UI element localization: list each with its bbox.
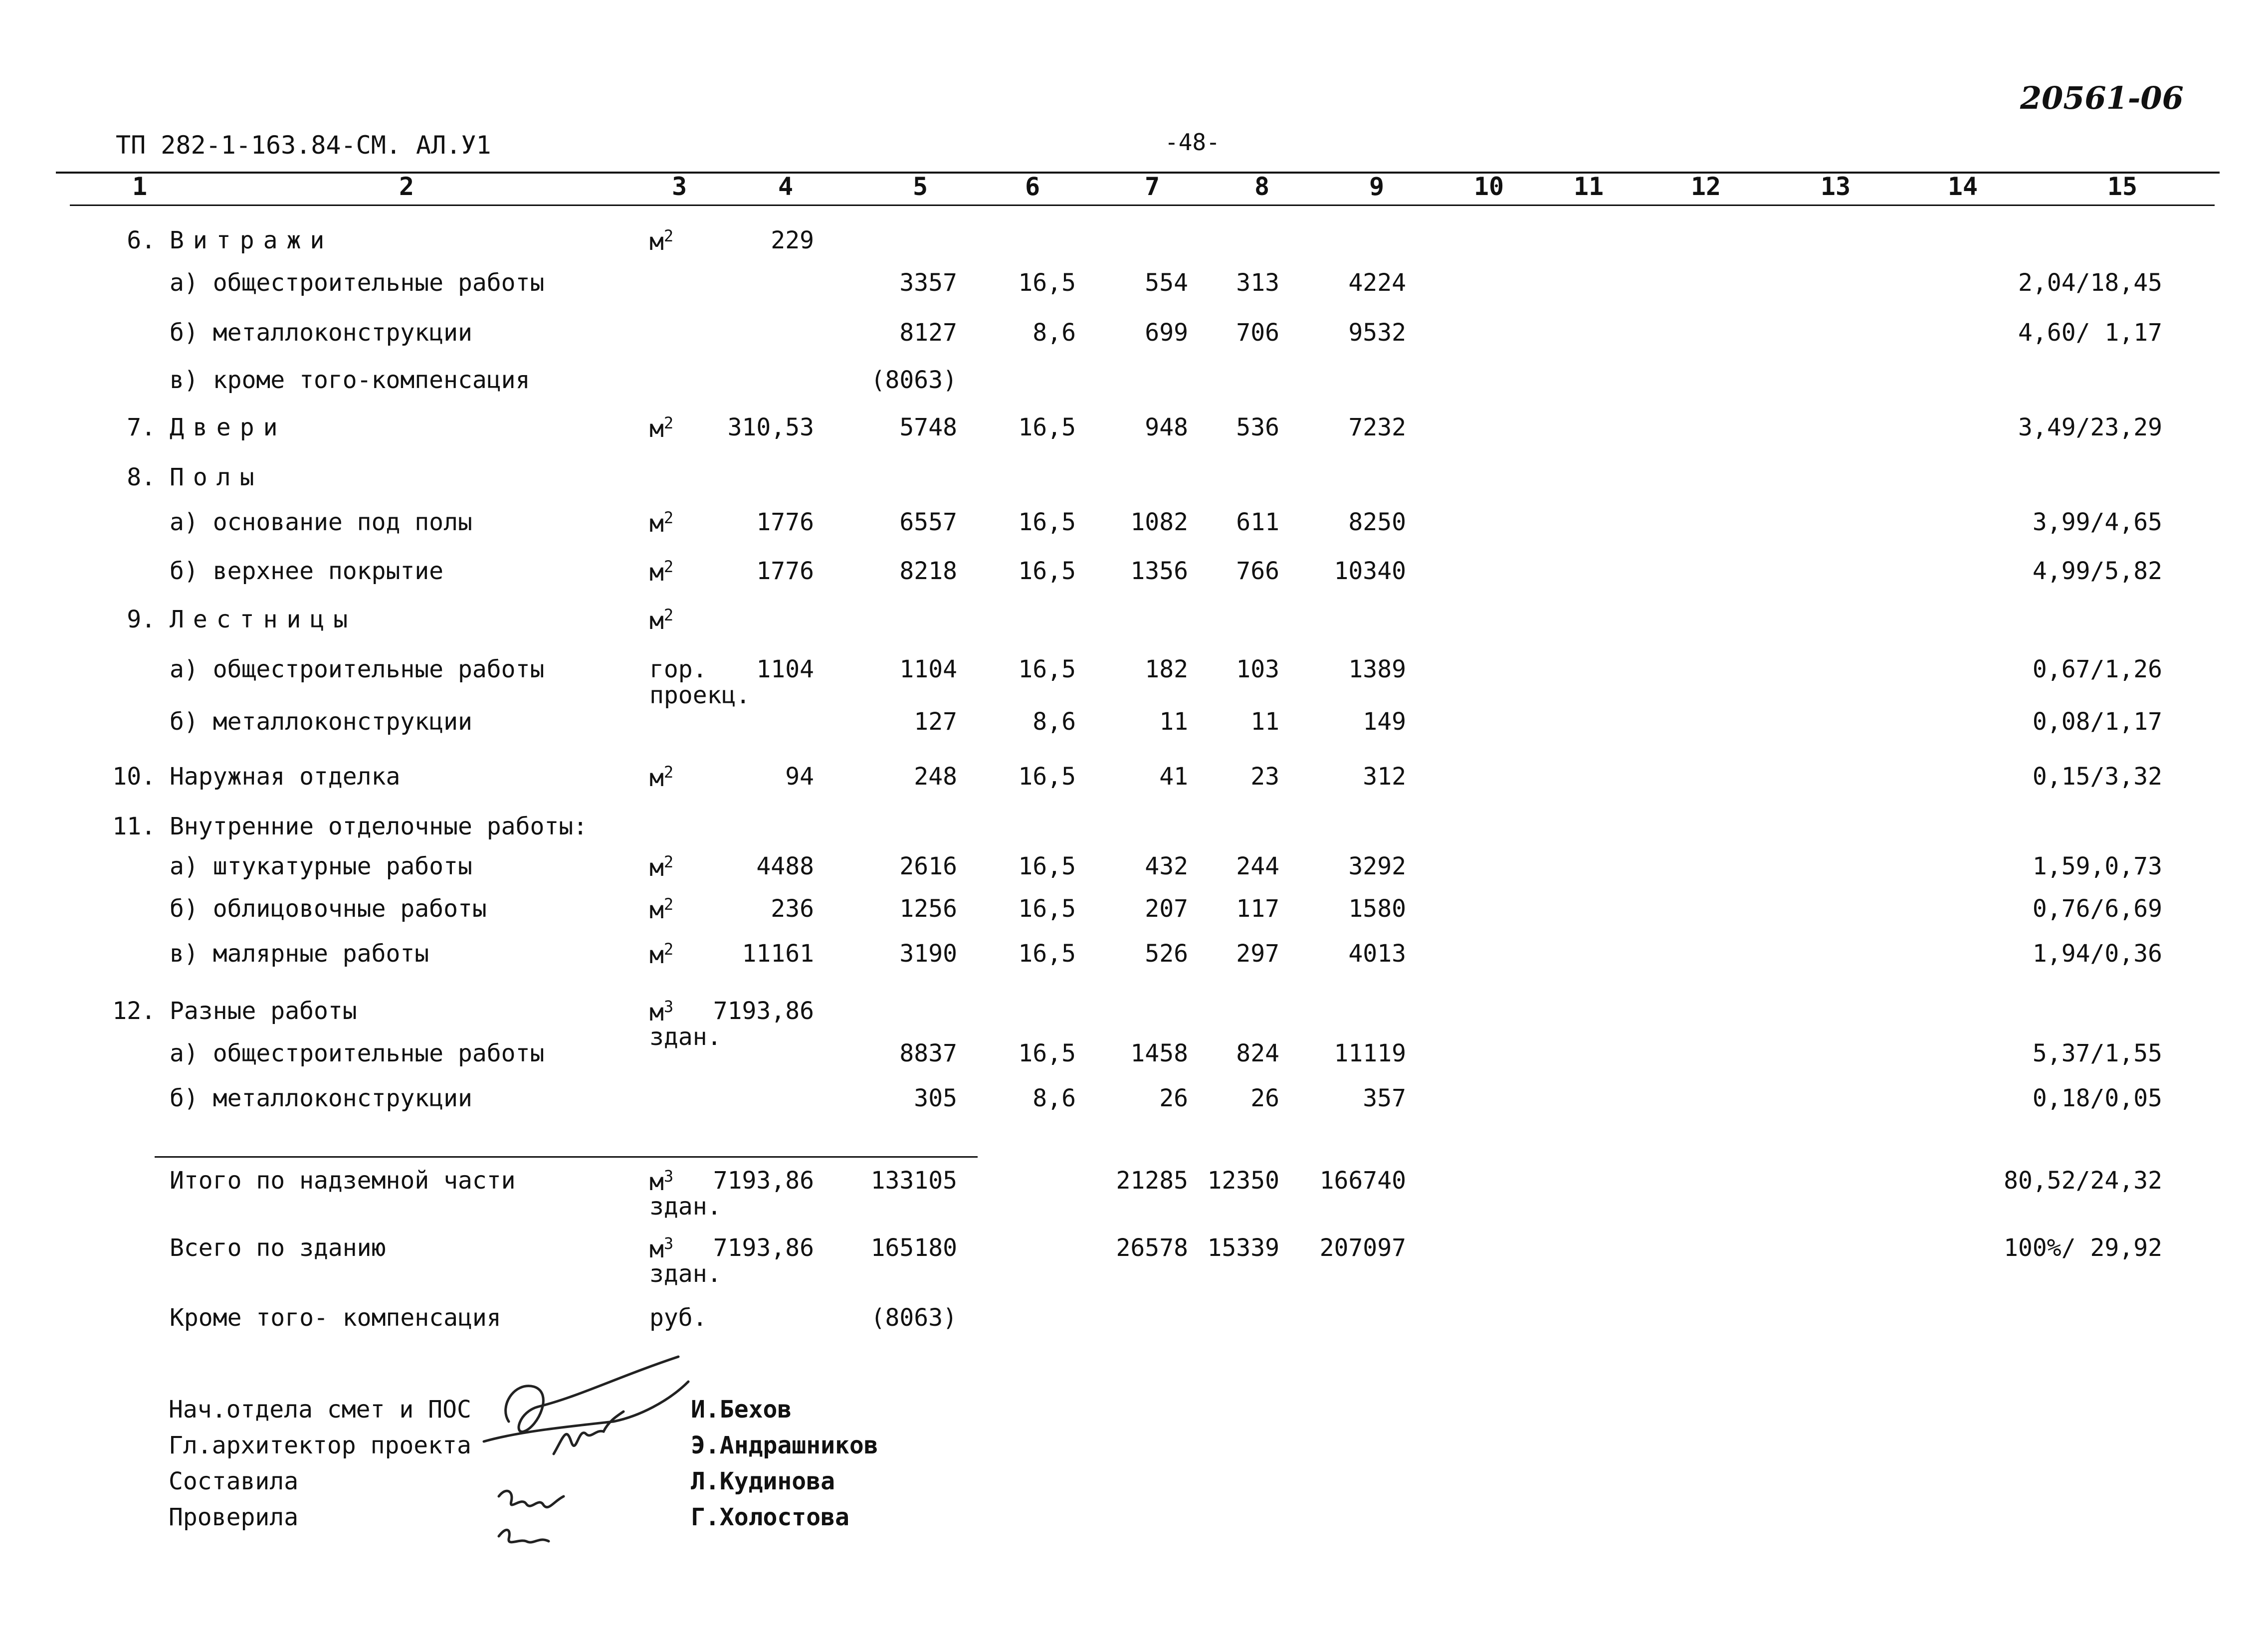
cell-col-5: 305 bbox=[914, 1084, 957, 1112]
cell-col-15: 100%/ 29,92 bbox=[2004, 1234, 2162, 1262]
cell-col-15: 0,67/1,26 bbox=[2032, 655, 2162, 683]
cell-col-3: $м^3$ bbox=[649, 1234, 674, 1263]
cell-col-7: 699 bbox=[1145, 319, 1188, 347]
cell-col-2: б) облицовочные работы bbox=[170, 895, 487, 923]
cell-col-9: 11119 bbox=[1334, 1039, 1406, 1067]
page-number: -48- bbox=[1165, 129, 1220, 156]
cell-col-15: 0,08/1,17 bbox=[2032, 708, 2162, 736]
cell-col-2: Внутренние отделочные работы: bbox=[170, 813, 588, 840]
cell-col-5: 133105 bbox=[870, 1167, 957, 1195]
cell-col-8: 297 bbox=[1236, 940, 1279, 968]
cell-col-9: 4013 bbox=[1348, 940, 1406, 968]
cell-col-5: 8127 bbox=[899, 319, 957, 347]
signoff-title: Проверила bbox=[169, 1503, 299, 1531]
table-row bbox=[0, 227, 2268, 262]
cell-col-4: 1776 bbox=[756, 557, 814, 585]
cell-col-2: Всего по зданию bbox=[170, 1234, 386, 1262]
table-row bbox=[0, 708, 2268, 743]
cell-col-8: 117 bbox=[1236, 895, 1279, 923]
cell-col-1: 10. bbox=[112, 763, 156, 791]
cell-col-15: 2,04/18,45 bbox=[2018, 269, 2162, 297]
cell-col-7: 26 bbox=[1159, 1084, 1188, 1112]
cell-col-9: 9532 bbox=[1348, 319, 1406, 347]
column-number: 11 bbox=[1573, 172, 1604, 201]
cell-col-1: 9. bbox=[127, 606, 156, 633]
cell-col-7: 182 bbox=[1145, 655, 1188, 683]
cell-col-6: 16,5 bbox=[1018, 895, 1076, 923]
cell-col-5: 8837 bbox=[899, 1039, 957, 1067]
column-number: 12 bbox=[1690, 172, 1721, 201]
cell-col-2: Наружная отделка bbox=[170, 763, 401, 791]
cell-col-2: б) верхнее покрытие bbox=[170, 557, 444, 585]
signoff-title: Составила bbox=[169, 1467, 299, 1495]
cell-col-6: 16,5 bbox=[1018, 269, 1076, 297]
cell-col-8: 706 bbox=[1236, 319, 1279, 347]
cell-col-7: 1458 bbox=[1130, 1039, 1188, 1067]
cell-col-8: 15339 bbox=[1207, 1234, 1279, 1262]
cell-col-3-second-line: здан. bbox=[649, 1193, 722, 1221]
cell-col-5: 3190 bbox=[899, 940, 957, 968]
cell-col-15: 3,99/4,65 bbox=[2032, 508, 2162, 536]
cell-col-2: Двери bbox=[170, 413, 287, 441]
cell-col-6: 8,6 bbox=[1032, 319, 1076, 347]
cell-col-2: а) общестроительные работы bbox=[170, 1039, 545, 1067]
column-number: 9 bbox=[1369, 172, 1385, 201]
cell-col-5: (8063) bbox=[870, 366, 957, 394]
cell-col-6: 16,5 bbox=[1018, 557, 1076, 585]
cell-col-4: 7193,86 bbox=[713, 1234, 814, 1262]
table-row bbox=[0, 853, 2268, 888]
cell-col-2: Лестницы bbox=[170, 606, 357, 633]
table-row bbox=[0, 558, 2268, 593]
cell-col-15: 0,15/3,32 bbox=[2032, 763, 2162, 791]
cell-col-2: б) металлоконструкции bbox=[170, 708, 472, 736]
cell-col-5: 248 bbox=[914, 763, 957, 791]
table-row bbox=[0, 655, 2268, 709]
cell-col-5: 3357 bbox=[899, 269, 957, 297]
cell-col-2: в) кроме того-компенсация bbox=[170, 366, 530, 394]
cell-col-1: 12. bbox=[112, 997, 156, 1025]
cell-col-1: 8. bbox=[127, 463, 156, 491]
column-number: 1 bbox=[132, 172, 148, 201]
total-row bbox=[0, 1304, 2268, 1339]
cell-col-15: 5,37/1,55 bbox=[2032, 1039, 2162, 1067]
column-number: 3 bbox=[671, 172, 687, 201]
cell-col-9: 166740 bbox=[1319, 1167, 1406, 1195]
cell-col-3: руб. bbox=[649, 1304, 707, 1332]
table-row bbox=[0, 269, 2268, 304]
cell-col-8: 824 bbox=[1236, 1039, 1279, 1067]
cell-col-9: 207097 bbox=[1319, 1234, 1406, 1262]
cell-col-4: 7193,86 bbox=[713, 1167, 814, 1195]
cell-col-2: Итого по надземной части bbox=[170, 1167, 516, 1195]
signoff-name: Л.Кудинова bbox=[691, 1467, 835, 1495]
cell-col-8: 26 bbox=[1250, 1084, 1279, 1112]
cell-col-7: 526 bbox=[1145, 940, 1188, 968]
cell-col-2: в) малярные работы bbox=[170, 940, 429, 968]
table-row bbox=[0, 606, 2268, 641]
header-top-rule bbox=[56, 172, 2220, 174]
cell-col-5: 8218 bbox=[899, 557, 957, 585]
cell-col-9: 3292 bbox=[1348, 852, 1406, 880]
table-row bbox=[0, 1040, 2268, 1075]
cell-col-2: Витражи bbox=[170, 226, 334, 254]
cell-col-3: $м^2$ bbox=[649, 852, 674, 882]
cell-col-7: 41 bbox=[1159, 763, 1188, 791]
table-row bbox=[0, 763, 2268, 798]
cell-col-2: а) общестроительные работы bbox=[170, 655, 545, 683]
cell-col-6: 8,6 bbox=[1032, 708, 1076, 736]
cell-col-6: 16,5 bbox=[1018, 852, 1076, 880]
cell-col-9: 312 bbox=[1363, 763, 1406, 791]
cell-col-3: $м^2$ bbox=[649, 606, 674, 635]
table-row bbox=[0, 813, 2268, 848]
cell-col-7: 948 bbox=[1145, 413, 1188, 441]
total-row bbox=[0, 1167, 2268, 1221]
cell-col-8: 11 bbox=[1250, 708, 1279, 736]
cell-col-2: Разные работы bbox=[170, 997, 357, 1025]
cell-col-4: 94 bbox=[785, 763, 814, 791]
cell-col-4: 1104 bbox=[756, 655, 814, 683]
cell-col-7: 554 bbox=[1145, 269, 1188, 297]
cell-col-3: $м^2$ bbox=[649, 226, 674, 256]
cell-col-3: $м^2$ bbox=[649, 413, 674, 443]
cell-col-3: $м^2$ bbox=[649, 763, 674, 792]
cell-col-6: 16,5 bbox=[1018, 413, 1076, 441]
cell-col-4: 7193,86 bbox=[713, 997, 814, 1025]
table-row bbox=[0, 895, 2268, 930]
column-number: 10 bbox=[1473, 172, 1504, 201]
cell-col-5: 2616 bbox=[899, 852, 957, 880]
cell-col-15: 80,52/24,32 bbox=[2004, 1167, 2162, 1195]
cell-col-4: 1776 bbox=[756, 508, 814, 536]
cell-col-3: $м^2$ bbox=[649, 508, 674, 538]
cell-col-9: 1580 bbox=[1348, 895, 1406, 923]
cell-col-7: 26578 bbox=[1116, 1234, 1188, 1262]
column-number: 8 bbox=[1254, 172, 1270, 201]
cell-col-3: $м^2$ bbox=[649, 895, 674, 924]
column-number: 13 bbox=[1820, 172, 1851, 201]
cell-col-8: 611 bbox=[1236, 508, 1279, 536]
cell-col-3: $м^3$ bbox=[649, 1167, 674, 1196]
column-number: 7 bbox=[1144, 172, 1160, 201]
cell-col-1: 7. bbox=[127, 413, 156, 441]
table-row bbox=[0, 1085, 2268, 1120]
cell-col-6: 16,5 bbox=[1018, 763, 1076, 791]
cell-col-1: 11. bbox=[112, 813, 156, 840]
cell-col-3: $м^3$ bbox=[649, 997, 674, 1026]
cell-col-7: 1082 bbox=[1130, 508, 1188, 536]
cell-col-3-second-line: проекц. bbox=[649, 681, 751, 709]
column-number: 4 bbox=[778, 172, 794, 201]
column-number: 15 bbox=[2107, 172, 2138, 201]
cell-col-2: Полы bbox=[170, 463, 263, 491]
cell-col-4: 236 bbox=[771, 895, 814, 923]
table-row bbox=[0, 509, 2268, 544]
cell-col-6: 16,5 bbox=[1018, 1039, 1076, 1067]
column-number: 2 bbox=[399, 172, 414, 201]
cell-col-8: 12350 bbox=[1207, 1167, 1279, 1195]
table-row bbox=[0, 319, 2268, 354]
cell-col-8: 23 bbox=[1250, 763, 1279, 791]
cell-col-9: 357 bbox=[1363, 1084, 1406, 1112]
cell-col-7: 1356 bbox=[1130, 557, 1188, 585]
cell-col-7: 11 bbox=[1159, 708, 1188, 736]
cell-col-8: 536 bbox=[1236, 413, 1279, 441]
cell-col-15: 1,59,0,73 bbox=[2032, 852, 2162, 880]
cell-col-9: 10340 bbox=[1334, 557, 1406, 585]
cell-col-15: 0,76/6,69 bbox=[2032, 895, 2162, 923]
cell-col-15: 4,99/5,82 bbox=[2032, 557, 2162, 585]
table-row bbox=[0, 464, 2268, 499]
cell-col-6: 16,5 bbox=[1018, 508, 1076, 536]
cell-col-5: 127 bbox=[914, 708, 957, 736]
table-row bbox=[0, 940, 2268, 975]
cell-col-9: 4224 bbox=[1348, 269, 1406, 297]
cell-col-5: (8063) bbox=[870, 1304, 957, 1332]
cell-col-2: б) металлоконструкции bbox=[170, 319, 472, 347]
cell-col-15: 4,60/ 1,17 bbox=[2018, 319, 2162, 347]
cell-col-3: $м^2$ bbox=[649, 940, 674, 969]
cell-col-8: 103 bbox=[1236, 655, 1279, 683]
document-number: 20561-06 bbox=[2020, 80, 2184, 116]
table-row bbox=[0, 414, 2268, 449]
cell-col-6: 8,6 bbox=[1032, 1084, 1076, 1112]
cell-col-8: 313 bbox=[1236, 269, 1279, 297]
document-code: ТП 282-1-163.84-СМ. АЛ.У1 bbox=[116, 131, 491, 160]
cell-col-15: 3,49/23,29 bbox=[2018, 413, 2162, 441]
cell-col-15: 1,94/0,36 bbox=[2032, 940, 2162, 968]
cell-col-15: 0,18/0,05 bbox=[2032, 1084, 2162, 1112]
cell-col-3: гор. bbox=[649, 655, 707, 683]
column-number: 6 bbox=[1025, 172, 1040, 201]
cell-col-2: а) общестроительные работы bbox=[170, 269, 545, 297]
cell-col-3-second-line: здан. bbox=[649, 1023, 722, 1051]
signoff-title: Нач.отдела смет и ПОС bbox=[169, 1396, 471, 1424]
cell-col-2: Кроме того- компенсация bbox=[170, 1304, 501, 1332]
cell-col-9: 8250 bbox=[1348, 508, 1406, 536]
table-row bbox=[0, 367, 2268, 402]
signoff-name: И.Бехов bbox=[691, 1396, 792, 1424]
cell-col-6: 16,5 bbox=[1018, 655, 1076, 683]
total-row bbox=[0, 1234, 2268, 1288]
totals-rule bbox=[155, 1156, 978, 1158]
signoff-title: Гл.архитектор проекта bbox=[169, 1432, 471, 1459]
cell-col-9: 7232 bbox=[1348, 413, 1406, 441]
cell-col-8: 244 bbox=[1236, 852, 1279, 880]
column-number: 5 bbox=[912, 172, 928, 201]
cell-col-9: 149 bbox=[1363, 708, 1406, 736]
cell-col-4: 310,53 bbox=[727, 413, 814, 441]
signoff-names bbox=[691, 1392, 878, 1535]
cell-col-2: а) основание под полы bbox=[170, 508, 472, 536]
cell-col-1: 6. bbox=[127, 226, 156, 254]
cell-col-5: 1256 bbox=[899, 895, 957, 923]
signoff-name: Г.Холостова bbox=[691, 1503, 849, 1531]
cell-col-2: а) штукатурные работы bbox=[170, 852, 472, 880]
cell-col-5: 165180 bbox=[870, 1234, 957, 1262]
cell-col-4: 11161 bbox=[742, 940, 814, 968]
cell-col-5: 1104 bbox=[899, 655, 957, 683]
cell-col-5: 6557 bbox=[899, 508, 957, 536]
cell-col-5: 5748 bbox=[899, 413, 957, 441]
cell-col-7: 207 bbox=[1145, 895, 1188, 923]
header-bottom-rule bbox=[70, 205, 2215, 206]
cell-col-6: 16,5 bbox=[1018, 940, 1076, 968]
table-row bbox=[0, 997, 2268, 1051]
cell-col-7: 21285 bbox=[1116, 1167, 1188, 1195]
cell-col-4: 229 bbox=[771, 226, 814, 254]
signoff-name: Э.Андрашников bbox=[691, 1432, 878, 1459]
cell-col-7: 432 bbox=[1145, 852, 1188, 880]
signoff-titles bbox=[169, 1392, 471, 1535]
cell-col-3-second-line: здан. bbox=[649, 1260, 722, 1288]
cell-col-9: 1389 bbox=[1348, 655, 1406, 683]
cell-col-4: 4488 bbox=[756, 852, 814, 880]
cell-col-2: б) металлоконструкции bbox=[170, 1084, 472, 1112]
cell-col-3: $м^2$ bbox=[649, 557, 674, 587]
column-number: 14 bbox=[1947, 172, 1978, 201]
cell-col-8: 766 bbox=[1236, 557, 1279, 585]
